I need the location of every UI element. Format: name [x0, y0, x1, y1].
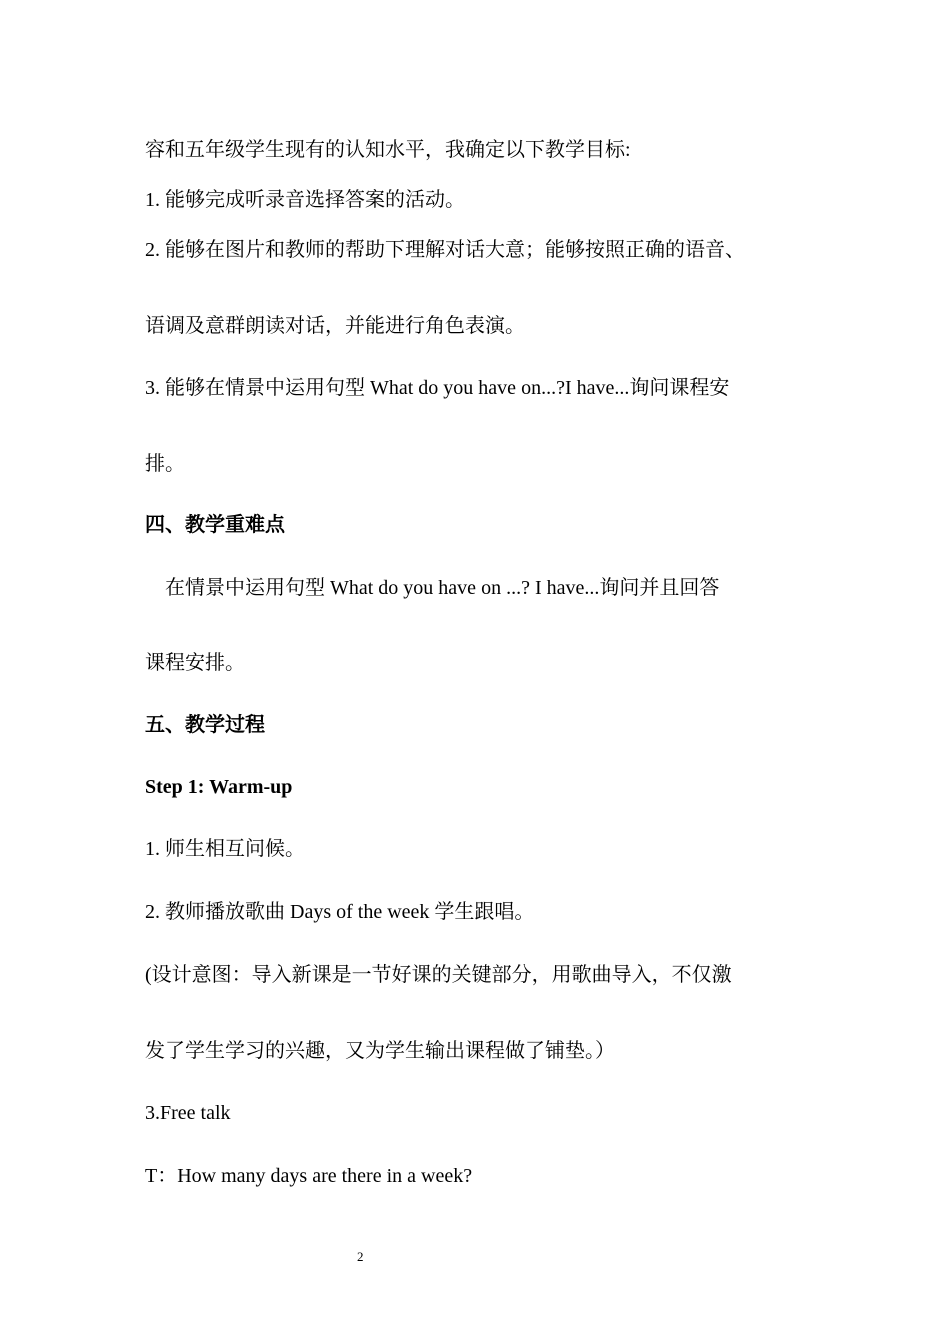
page-number: 2	[357, 1249, 364, 1264]
section-heading-key-points: 四、教学重难点	[145, 514, 285, 536]
step-heading-warm-up: Step 1: Warm-up	[145, 776, 293, 798]
key-points-text: 在情景中运用句型 What do you have on ...? I have...询问并且回答	[165, 577, 720, 599]
section-heading-process: 五、教学过程	[145, 714, 265, 736]
paragraph-line: 容和五年级学生现有的认知水平，我确定以下教学目标:	[145, 139, 631, 161]
objective-3: 3. 能够在情景中运用句型 What do you have on...?I have...询问课程安	[145, 377, 730, 399]
design-intent: (设计意图：导入新课是一节好课的关键部分，用歌曲导入，不仅激	[145, 964, 732, 986]
key-points-text-continued: 课程安排。	[145, 652, 245, 674]
objective-1: 1. 能够完成听录音选择答案的活动。	[145, 189, 465, 211]
objective-3-continued: 排。	[145, 453, 185, 475]
step-item-1: 1. 师生相互问候。	[145, 838, 305, 860]
objective-2: 2. 能够在图片和教师的帮助下理解对话大意；能够按照正确的语音、	[145, 239, 745, 261]
step-item-2: 2. 教师播放歌曲 Days of the week 学生跟唱。	[145, 901, 535, 923]
objective-2-continued: 语调及意群朗读对话，并能进行角色表演。	[145, 315, 525, 337]
dialogue-line: T：How many days are there in a week?	[145, 1165, 473, 1187]
step-item-3: 3.Free talk	[145, 1102, 231, 1124]
design-intent-continued: 发了学生学习的兴趣，又为学生输出课程做了铺垫。）	[145, 1040, 615, 1062]
